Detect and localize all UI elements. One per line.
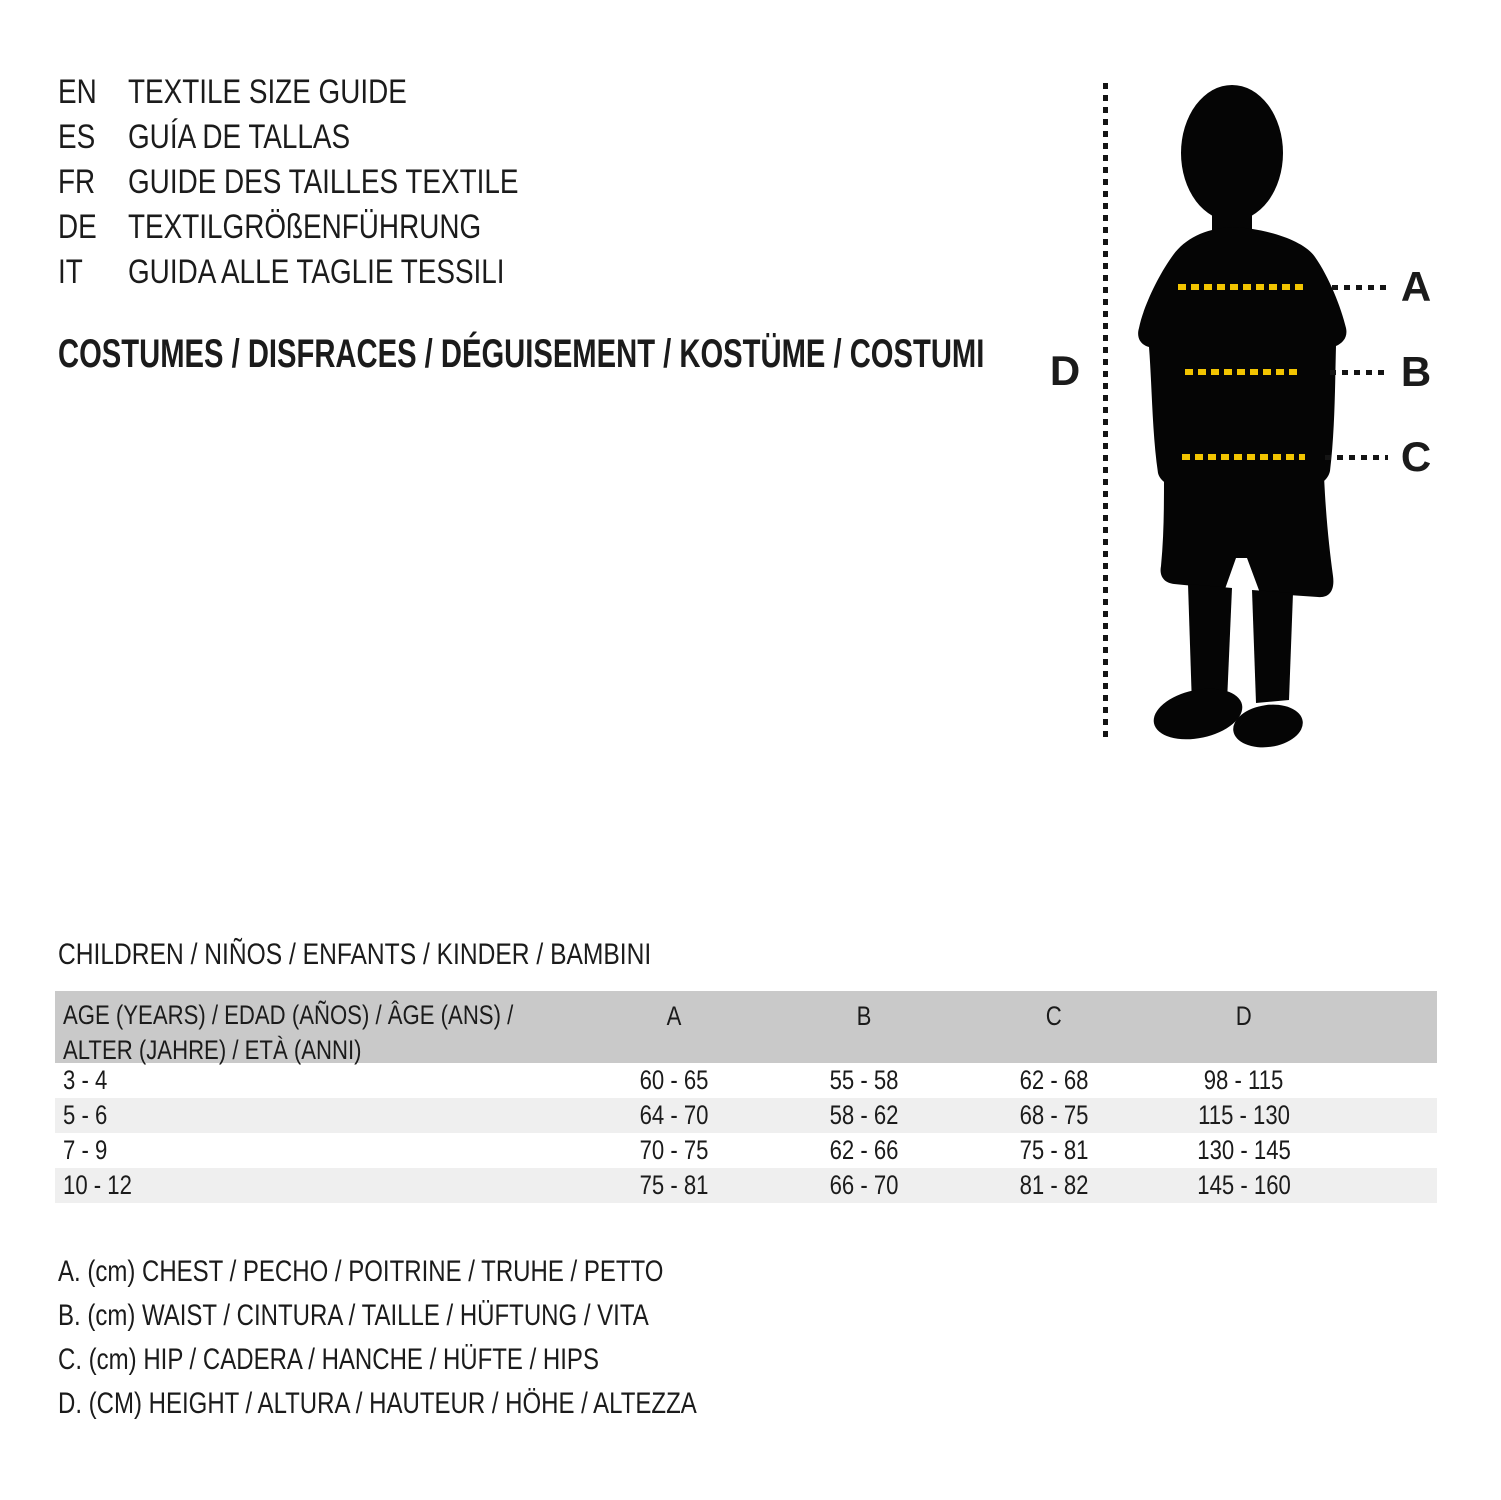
waist-dashed-line [1185, 369, 1301, 375]
column-header-a: A [666, 1001, 682, 1031]
hip-dashed-line [1182, 454, 1305, 460]
height-value-cell: 115 - 130 [1198, 1100, 1290, 1130]
height-value-cell: 98 - 115 [1204, 1065, 1284, 1095]
hip-value-cell: 75 - 81 [1019, 1135, 1089, 1165]
measurement-legend [58, 1250, 856, 1426]
lang-code: DE [58, 208, 97, 246]
legend-item-chest: A. (cm) CHEST / PECHO / POITRINE / TRUHE / PETTO [58, 1255, 664, 1288]
lang-code: ES [58, 118, 96, 156]
chest-value-cell: 70 - 75 [639, 1135, 709, 1165]
size-table [55, 991, 1437, 1203]
table-row [55, 1133, 1437, 1168]
chest-value-cell: 64 - 70 [639, 1100, 709, 1130]
lang-label: TEXTILGRÖßENFÜHRUNG [128, 208, 482, 246]
hip-value-cell: 81 - 82 [1019, 1170, 1089, 1200]
height-value-cell: 130 - 145 [1197, 1135, 1291, 1165]
table-row [55, 1098, 1437, 1133]
table-row [55, 1063, 1437, 1098]
waist-value-cell: 62 - 66 [829, 1135, 899, 1165]
age-cell: 7 - 9 [63, 1135, 108, 1165]
height-label: D [1049, 347, 1081, 394]
child-silhouette [1128, 80, 1358, 748]
lang-row-es [58, 115, 604, 160]
waist-value-cell: 66 - 70 [829, 1170, 899, 1200]
table-section-title: CHILDREN / NIÑOS / ENFANTS / KINDER / BAMBINI [58, 938, 652, 971]
age-cell: 5 - 6 [63, 1100, 108, 1130]
height-dotted-line [1103, 83, 1108, 742]
waist-value-cell: 55 - 58 [829, 1065, 899, 1095]
chest-label: A [1400, 263, 1432, 310]
table-row [55, 1168, 1437, 1203]
age-cell: 3 - 4 [63, 1065, 108, 1095]
hip-leader-line [1325, 455, 1388, 460]
age-cell: 10 - 12 [63, 1170, 132, 1200]
lang-row-en [58, 70, 604, 115]
waist-value-cell: 58 - 62 [829, 1100, 899, 1130]
chest-value-cell: 60 - 65 [639, 1065, 709, 1095]
lang-code: FR [58, 163, 96, 201]
height-value-cell: 145 - 160 [1197, 1170, 1291, 1200]
lang-row-de [58, 205, 604, 250]
lang-label: GUIDE DES TAILLES TEXTILE [128, 163, 519, 201]
language-list [58, 70, 604, 295]
column-header-d: D [1236, 1001, 1252, 1031]
lang-row-fr [58, 160, 604, 205]
lang-label: GUIDA ALLE TAGLIE TESSILI [128, 253, 505, 291]
hip-value-cell: 68 - 75 [1019, 1100, 1089, 1130]
lang-label: GUÍA DE TALLAS [128, 118, 351, 156]
table-header-row [55, 991, 1437, 1063]
waist-leader-line [1330, 370, 1388, 375]
lang-code: EN [58, 73, 97, 111]
header-spacer [1339, 991, 1437, 1068]
legend-item-height: D. (CM) HEIGHT / ALTURA / HAUTEUR / HÖHE / ALTEZZA [58, 1387, 697, 1420]
chest-dashed-line [1178, 284, 1306, 290]
lang-label: TEXTILE SIZE GUIDE [128, 73, 407, 111]
lang-code: IT [58, 253, 83, 291]
legend-item-hip: C. (cm) HIP / CADERA / HANCHE / HÜFTE / HIPS [58, 1343, 599, 1376]
lang-row-it [58, 250, 604, 295]
age-column-header: AGE (YEARS) / EDAD (AÑOS) / ÂGE (ANS) / ALTER (JAHRE) / ETÀ (ANNI) [63, 1000, 514, 1065]
hip-label: C [1400, 433, 1432, 480]
category-title: COSTUMES / DISFRACES / DÉGUISEMENT / KOSTÜME / COSTUMI [58, 332, 985, 376]
column-header-b: B [856, 1001, 872, 1031]
hip-value-cell: 62 - 68 [1019, 1065, 1089, 1095]
legend-item-waist: B. (cm) WAIST / CINTURA / TAILLE / HÜFTUNG / VITA [58, 1299, 649, 1332]
chest-leader-line [1332, 285, 1390, 290]
column-header-c: C [1046, 1001, 1062, 1031]
waist-label: B [1400, 348, 1432, 395]
chest-value-cell: 75 - 81 [639, 1170, 709, 1200]
